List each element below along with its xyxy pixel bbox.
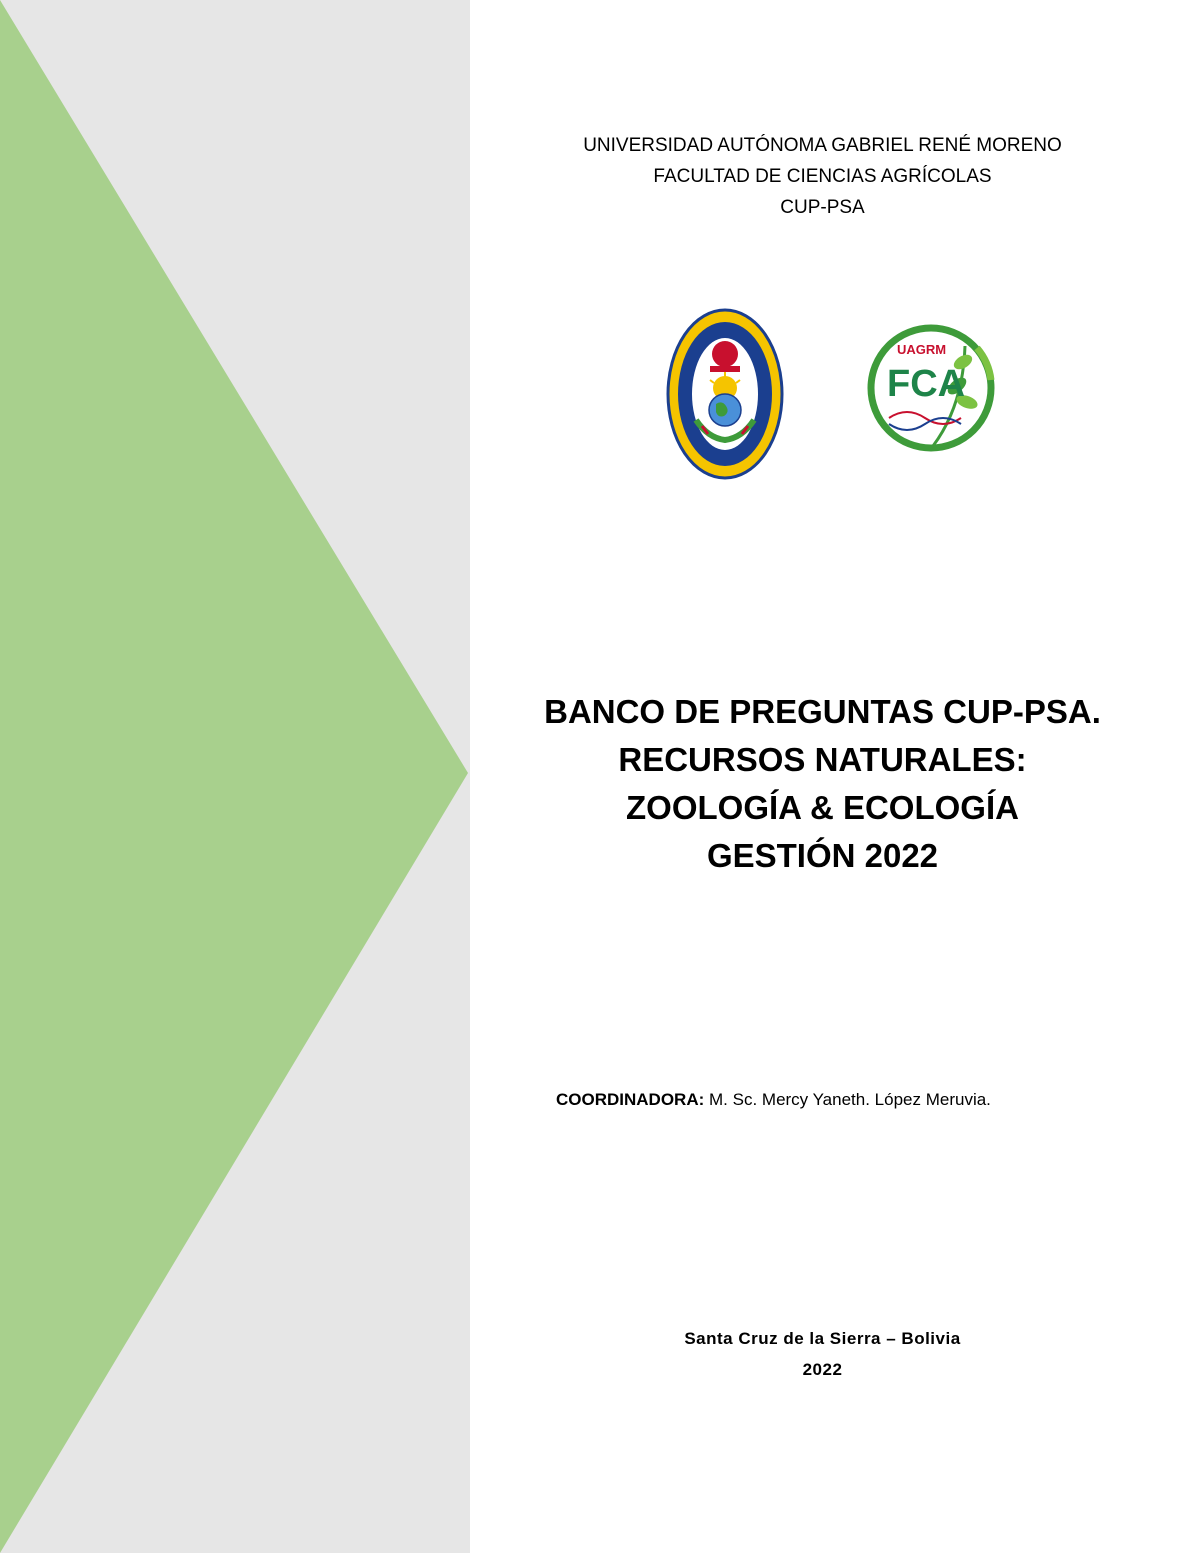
- title-line-3: ZOOLOGÍA & ECOLOGÍA: [626, 789, 1019, 826]
- uagrm-seal-icon: [666, 308, 784, 485]
- document-footer: [470, 1323, 1175, 1385]
- side-panel: [0, 0, 470, 1553]
- footer-place: Santa Cruz de la Sierra – Bolivia: [684, 1329, 961, 1348]
- footer-year: 2022: [802, 1360, 843, 1379]
- coordinator-name: M. Sc. Mercy Yaneth. López Meruvia.: [709, 1090, 991, 1109]
- university-name: UNIVERSIDAD AUTÓNOMA GABRIEL RENÉ MORENO: [583, 135, 1062, 156]
- title-line-2: RECURSOS NATURALES:: [618, 741, 1027, 778]
- title-line-4: GESTIÓN 2022: [706, 837, 939, 874]
- green-chevron-shape: [0, 0, 470, 1553]
- faculty-name: FACULTAD DE CIENCIAS AGRÍCOLAS: [653, 166, 992, 187]
- document-title: [470, 688, 1175, 880]
- program-name: CUP-PSA: [780, 197, 865, 218]
- fca-logo-initials: FCA: [887, 363, 966, 405]
- fca-logo-icon: [867, 318, 995, 463]
- fca-logo-org: UAGRM: [897, 342, 947, 357]
- coordinator-line: [556, 1090, 991, 1110]
- coordinator-label: COORDINADORA:: [556, 1090, 705, 1109]
- institution-header: [470, 130, 1175, 223]
- title-line-1: BANCO DE PREGUNTAS CUP-PSA.: [544, 693, 1101, 730]
